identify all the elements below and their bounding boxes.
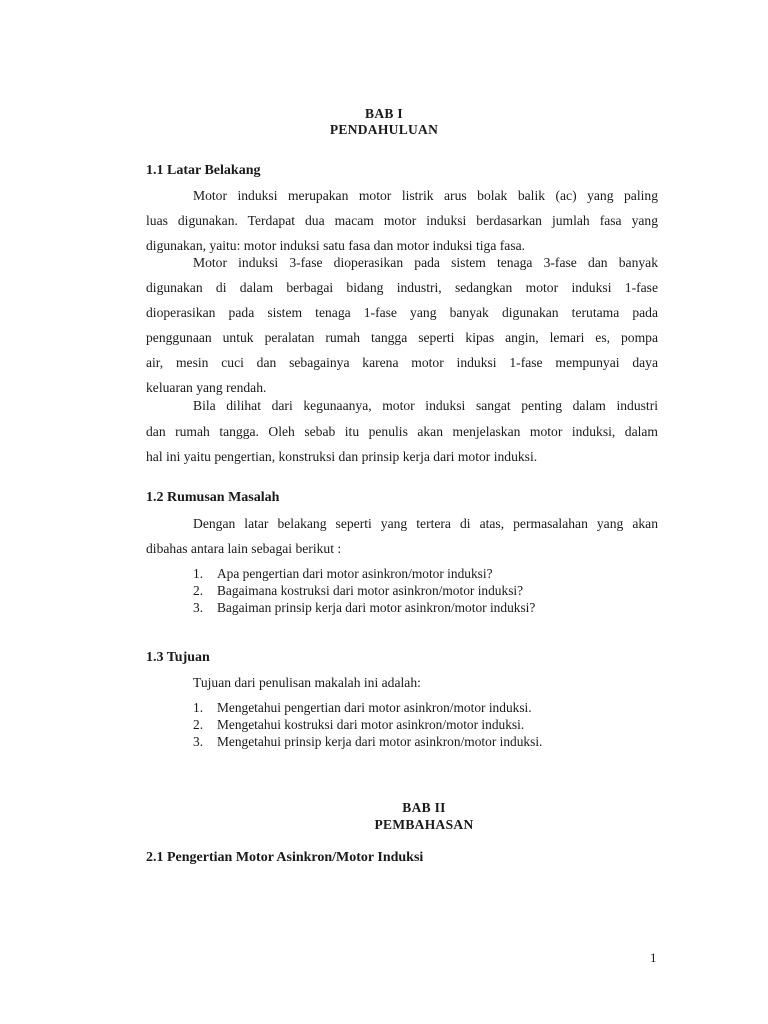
list-number: 2. <box>193 717 204 732</box>
list-item: Mengetahui kostruksi dari motor asinkron/motor induksi. <box>217 717 525 732</box>
list-item: Bagaimana kostruksi dari motor asinkron/motor induksi? <box>217 583 524 598</box>
list-number: 2. <box>193 583 204 598</box>
list-number: 1. <box>193 566 204 581</box>
paragraph-line: penggunaan untuk peralatan rumah tangga seperti kipas angin, lemari es, pompa <box>146 330 658 345</box>
list-number: 3. <box>193 600 204 615</box>
section-heading: 1.3 Tujuan <box>146 650 210 665</box>
chapter-number: BAB I <box>365 106 403 121</box>
paragraph-line: hal ini yaitu pengertian, konstruksi dan prinsip kerja dari motor induksi. <box>146 449 538 464</box>
paragraph-line: dan rumah tangga. Oleh sebab itu penulis akan menjelaskan motor induksi, dalam <box>146 424 658 439</box>
paragraph-line: Bila dilihat dari kegunaanya, motor induksi sangat penting dalam industri <box>193 398 658 413</box>
list-item: Bagaiman prinsip kerja dari motor asinkron/motor induksi? <box>217 600 536 615</box>
paragraph-line: dibahas antara lain sebagai berikut : <box>146 541 342 556</box>
chapter-title: PEMBAHASAN <box>374 817 474 832</box>
list-item: Mengetahui prinsip kerja dari motor asinkron/motor induksi. <box>217 734 543 749</box>
paragraph-line: digunakan di dalam berbagai bidang industri, sedangkan motor induksi 1-fase <box>146 280 658 295</box>
paragraph-line: air, mesin cuci dan sebagainya karena motor induksi 1-fase mempunyai daya <box>146 355 658 370</box>
paragraph-line: Motor induksi 3-fase dioperasikan pada sistem tenaga 3-fase dan banyak <box>193 255 658 270</box>
list-number: 3. <box>193 734 204 749</box>
list-item: Apa pengertian dari motor asinkron/motor induksi? <box>217 566 493 581</box>
paragraph-line: dioperasikan pada sistem tenaga 1-fase yang banyak digunakan terutama pada <box>146 305 658 320</box>
list-item: Mengetahui pengertian dari motor asinkron/motor induksi. <box>217 700 532 715</box>
paragraph-line: digunakan, yaitu: motor induksi satu fasa dan motor induksi tiga fasa. <box>146 238 526 253</box>
page-number: 1 <box>650 950 657 965</box>
paragraph-line: Motor induksi merupakan motor listrik arus bolak balik (ac) yang paling <box>193 188 658 203</box>
paragraph-line: keluaran yang rendah. <box>146 380 267 395</box>
chapter-title: PENDAHULUAN <box>329 122 439 137</box>
paragraph-line: Tujuan dari penulisan makalah ini adalah: <box>193 675 421 690</box>
section-heading: 2.1 Pengertian Motor Asinkron/Motor Induksi <box>146 850 424 865</box>
paragraph-line: Dengan latar belakang seperti yang tertera di atas, permasalahan yang akan <box>193 516 658 531</box>
chapter-number: BAB II <box>402 800 446 815</box>
list-number: 1. <box>193 700 204 715</box>
paragraph-line: luas digunakan. Terdapat dua macam motor induksi berdasarkan jumlah fasa yang <box>146 213 658 228</box>
section-heading: 1.2 Rumusan Masalah <box>146 490 280 505</box>
section-heading: 1.1 Latar Belakang <box>146 163 261 178</box>
